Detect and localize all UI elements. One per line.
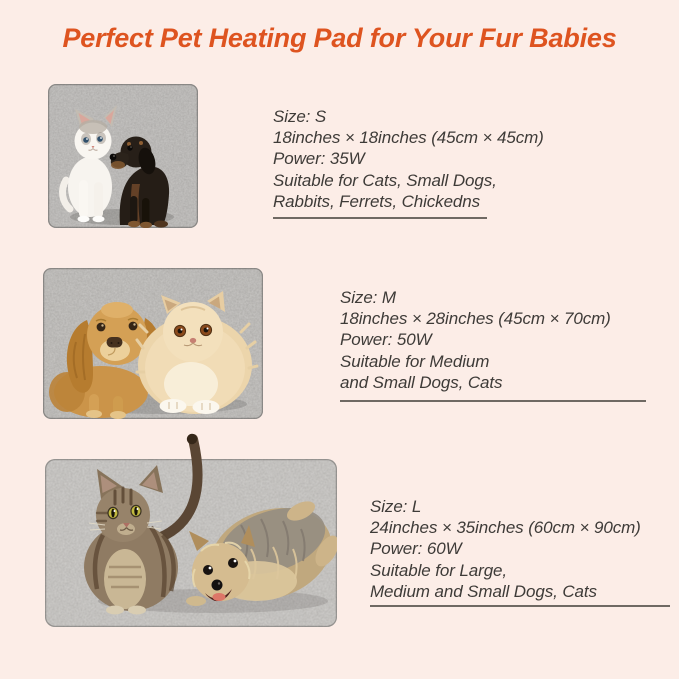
spec-line-size: Size: S xyxy=(273,107,327,126)
spec-line-suitable-1: Suitable for Medium xyxy=(340,351,490,371)
spec-line-suitable-1: Suitable for Large, xyxy=(370,560,508,580)
spec-line-suitable-1: Suitable for Cats, Small Dogs, xyxy=(273,170,497,190)
spec-line-size: Size: L xyxy=(370,497,422,516)
spec-line-dimensions: 18inches × 18inches (45cm × 45cm) xyxy=(273,128,544,148)
divider xyxy=(370,605,670,607)
heating-pad-small-illustration xyxy=(48,84,198,228)
specs-size-m xyxy=(340,287,611,393)
specs-size-l xyxy=(370,496,641,602)
spec-line-suitable-2: Medium and Small Dogs, Cats xyxy=(370,581,597,601)
spec-line-suitable-2: Rabbits, Ferrets, Chickedns xyxy=(273,191,481,211)
spec-line-dimensions: 24inches × 35inches (60cm × 90cm) xyxy=(370,518,641,538)
pad-photo-size-s xyxy=(48,84,198,228)
spec-line-suitable-2: and Small Dogs, Cats xyxy=(340,372,503,392)
spec-line-dimensions: 18inches × 28inches (45cm × 70cm) xyxy=(340,309,611,329)
specs-size-s xyxy=(273,106,544,212)
spec-line-size: Size: M xyxy=(340,288,396,307)
page-title: Perfect Pet Heating Pad for Your Fur Babies xyxy=(62,23,617,53)
heating-pad-medium-illustration xyxy=(43,268,263,419)
pad-photo-size-m xyxy=(43,268,263,419)
pad-photo-size-l xyxy=(45,429,337,627)
spec-line-power: Power: 50W xyxy=(340,330,432,350)
divider xyxy=(340,400,646,402)
spec-line-power: Power: 60W xyxy=(370,539,462,559)
spec-line-power: Power: 35W xyxy=(273,149,365,169)
heating-pad-large-illustration xyxy=(45,429,337,627)
divider xyxy=(273,217,487,219)
